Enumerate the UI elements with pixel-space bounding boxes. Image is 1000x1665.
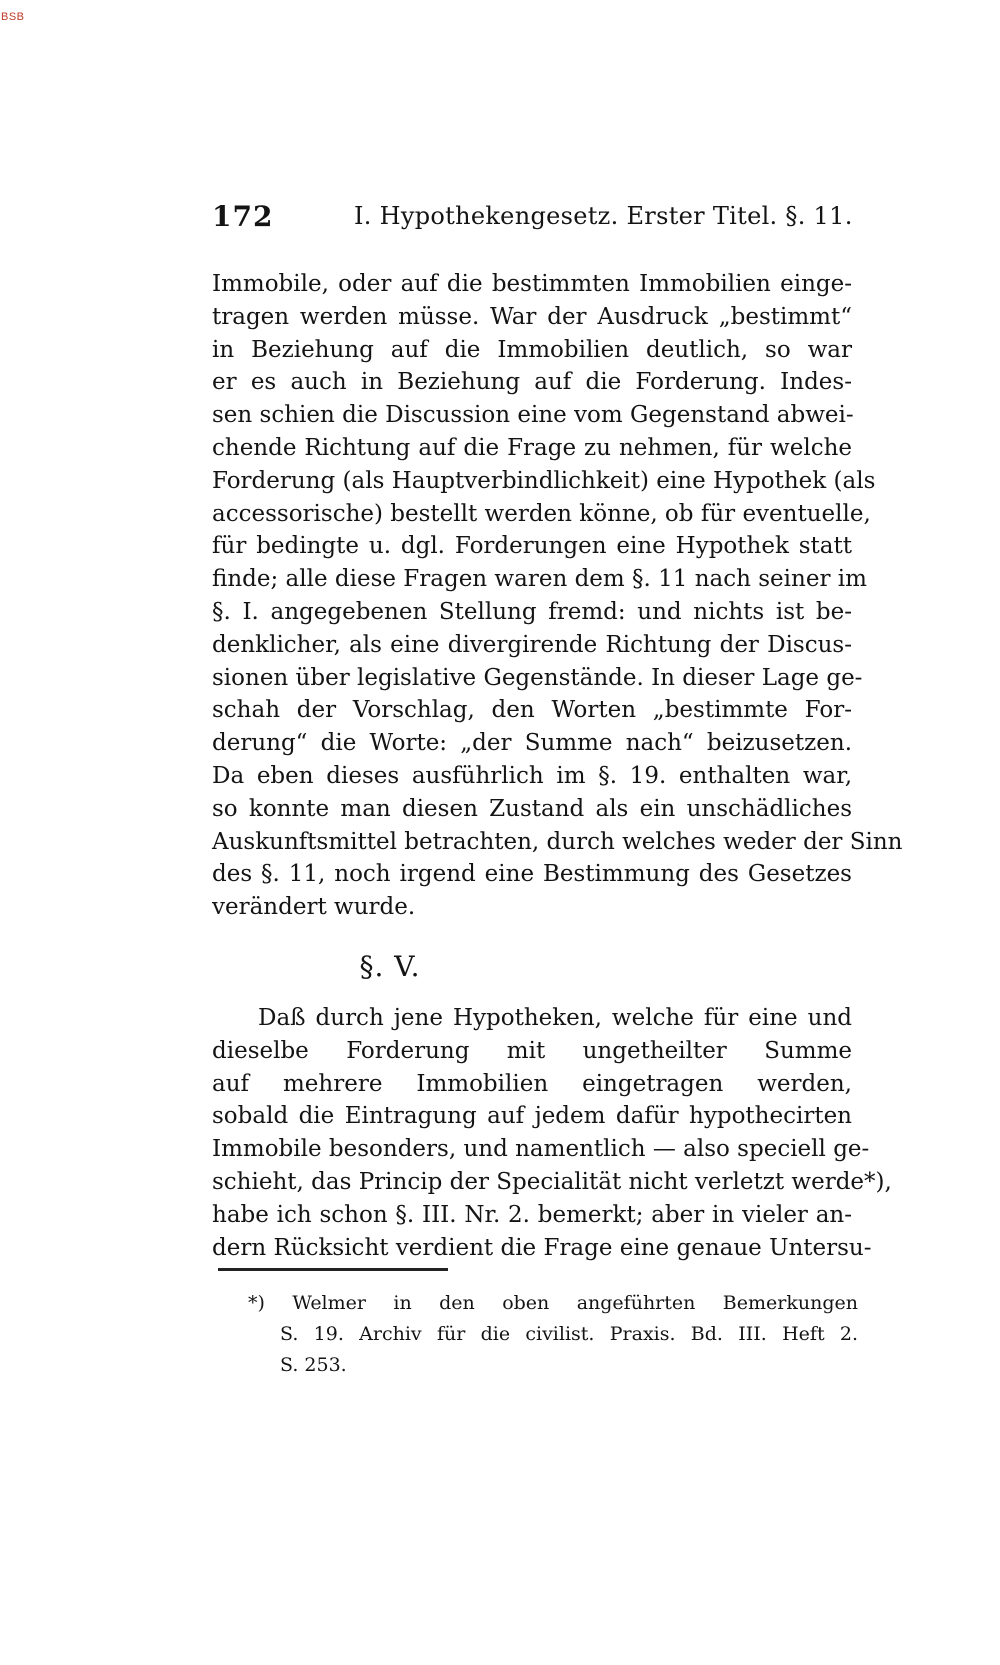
text-line: schieht, das Princip der Specialität nicht verletzt werde*),: [212, 1168, 892, 1195]
text-line: accessorische) bestellt werden könne, ob für eventuelle,: [212, 500, 871, 527]
text-line: derung“ die Worte: „der Summe nach“ beizusetzen.: [212, 730, 852, 757]
text-line: Immobile besonders, und namentlich — also speciell ge-: [212, 1136, 870, 1163]
text-line: er es auch in Beziehung auf die Forderung. Indes-: [212, 369, 852, 396]
page-header: [212, 200, 853, 234]
text-line: Immobile, oder auf die bestimmten Immobilien einge-: [212, 271, 852, 297]
text-line: Forderung (als Hauptverbindlichkeit) eine Hypothek (als: [212, 467, 876, 494]
text-line: Daß durch jene Hypotheken, welche für eine und: [258, 1005, 852, 1031]
library-watermark: BSB: [1, 11, 25, 23]
text-line: sionen über legislative Gegenstände. In dieser Lage ge-: [212, 664, 863, 691]
text-line: Da eben dieses ausführlich im §. 19. enthalten war,: [212, 762, 852, 789]
text-line: in Beziehung auf die Immobilien deutlich, so war: [212, 336, 852, 363]
text-line: dieselbe Forderung mit ungetheilter Summe: [212, 1037, 852, 1064]
text-line: für bedingte u. dgl. Forderungen eine Hypothek statt: [212, 533, 852, 560]
text-line: verändert wurde.: [212, 894, 416, 921]
text-line: tragen werden müsse. War der Ausdruck „bestimmt“: [212, 303, 852, 330]
running-head: I. Hypothekengesetz. Erster Titel. §. 11.: [354, 202, 853, 230]
body-text: [212, 268, 903, 924]
section-heading: §. V.: [359, 950, 421, 983]
text-line: dern Rücksicht verdient die Frage eine genaue Untersu-: [212, 1234, 872, 1261]
text-line: auf mehrere Immobilien eingetragen werden,: [212, 1070, 852, 1097]
footnote-line: S. 253.: [280, 1354, 347, 1376]
footnote-divider: [218, 1268, 448, 1271]
text-line: §. I. angegebenen Stellung fremd: und nichts ist be-: [212, 598, 852, 625]
page-number: 172: [212, 200, 274, 233]
text-line: finde; alle diese Fragen waren dem §. 11 nach seiner im: [212, 566, 867, 593]
text-line: denklicher, als eine divergirende Richtung der Discus-: [212, 631, 852, 658]
text-line: sen schien die Discussion eine vom Gegenstand abwei-: [212, 402, 854, 429]
text-line: sobald die Eintragung auf jedem dafür hypothecirten: [212, 1103, 852, 1130]
text-line: Auskunftsmittel betrachten, durch welches weder der Sinn: [212, 828, 903, 855]
section-text: [212, 1002, 892, 1264]
text-line: chende Richtung auf die Frage zu nehmen, für welche: [212, 434, 852, 461]
text-line: schah der Vorschlag, den Worten „bestimmte For-: [212, 697, 852, 724]
text-line: habe ich schon §. III. Nr. 2. bemerkt; aber in vieler an-: [212, 1201, 852, 1228]
footnote-line: *) Welmer in den oben angeführten Bemerkungen: [248, 1292, 858, 1314]
text-line: des §. 11, noch irgend eine Bestimmung des Gesetzes: [212, 861, 852, 888]
footnote: [248, 1288, 858, 1381]
footnote-line: S. 19. Archiv für die civilist. Praxis. Bd. III. Heft 2.: [280, 1323, 858, 1345]
text-line: so konnte man diesen Zustand als ein unschädliches: [212, 795, 852, 822]
